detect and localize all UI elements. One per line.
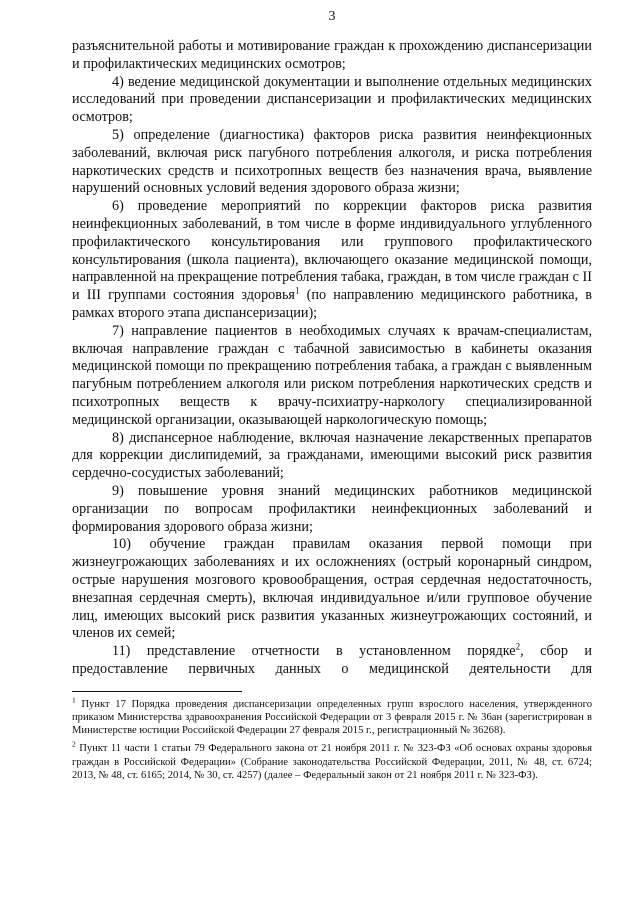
list-item-5: 5) определение (диагностика) факторов риска развития неинфекционных заболеваний, включая риск пагубного потребления алкоголя, и риска потребления наркотических средств и психотропных веществ без назначения врача, выявление нарушений основных условий ведения здорового образа жизни; <box>72 126 592 197</box>
footnote-ref-2: 2 <box>515 641 521 652</box>
list-item-10: 10) обучение граждан правилам оказания первой помощи при жизнеугрожающих заболеваниях и их осложнениях (острый коронарный синдром, острые нарушения мозгового кровообращения, острая сердечная недостаточность, внезапная сердечная смерть), включая индивидуальное и/или групповое обучение лиц, имеющих высокий риск развития указанных жизнеугрожающих состояний, и членов их семей; <box>72 536 592 642</box>
footnote-ref-1: 1 <box>294 285 300 296</box>
paragraph-continuation: разъяснительной работы и мотивирование граждан к прохождению диспансеризации и профилактических медицинских осмотров; <box>72 38 592 72</box>
footnotes <box>72 695 592 782</box>
list-item-6: 6) проведение мероприятий по коррекции факторов риска развития неинфекционных заболеваний, в том числе в форме индивидуального углубленного профилактического консультирования или группового профилактического консультирования (школа пациента), включающего оказание медицинской помощи, направленной на прекращение потребления табака, граждан, в том числе граждан с II и III группами состояния здоровья$^1$ (по направлению медицинского работника, в рамках второго этапа диспансеризации); <box>72 198 592 321</box>
footnote-2: $^2$ Пункт 11 части 1 статьи 79 Федерального закона от 21 ноября 2011 г. № 323-ФЗ «Об основах охраны здоровья граждан в Российской Федерации» (Собрание законодательства Российской Федерации, 2011, № 48, ст. 6724; 2013, № 48, ст. 6165; 2014, № 30, ст. 4257) (далее – Федеральный закон от 21 ноября 2011 г. № 323-ФЗ). <box>72 739 592 781</box>
list-item-4: 4) ведение медицинской документации и выполнение отдельных медицинских исследований при проведении диспансеризации и профилактических медицинских осмотров; <box>72 73 592 126</box>
footnote-1: $^1$ Пункт 17 Порядка проведения диспансеризации определенных групп взрослого населения, утвержденного приказом Министерства здравоохранения Российской Федерации от 3 февраля 2015 г. № 36ан (зарегистрирован в Министерстве юстиции Российской Федерации 27 февраля 2015 г., регистрационный № 36268). <box>72 695 592 737</box>
footnote-mark: 2 <box>72 739 76 749</box>
list-item-8: 8) диспансерное наблюдение, включая назначение лекарственных препаратов для коррекции дислипидемий, за гражданами, имеющими высокий риск развития сердечно-сосудистых заболеваний; <box>72 429 592 482</box>
list-item-9: 9) повышение уровня знаний медицинских работников медицинской организации по вопросам профилактики неинфекционных заболеваний и формирования здорового образа жизни; <box>72 482 592 535</box>
footnote-mark: 1 <box>72 695 76 705</box>
list-item-11: 11) представление отчетности в установленном порядке$^2$, сбор и предоставление первичных данных о медицинской деятельности для <box>72 641 592 677</box>
page-number: 3 <box>328 9 336 24</box>
footnote-separator <box>72 691 242 692</box>
body-text <box>72 38 592 679</box>
list-item-7: 7) направление пациентов в необходимых случаях к врачам-специалистам, включая направление граждан с табачной зависимостью в кабинеты оказания медицинской помощи по прекращению потребления табака, а граждан с выявленным пагубным потреблением алкоголя или риском потребления наркотических средств и психотропных веществ к врачу-психиатру-наркологу специализированной медицинской организации, оказывающей наркологическую помощь; <box>72 322 592 428</box>
document-page <box>72 8 592 787</box>
